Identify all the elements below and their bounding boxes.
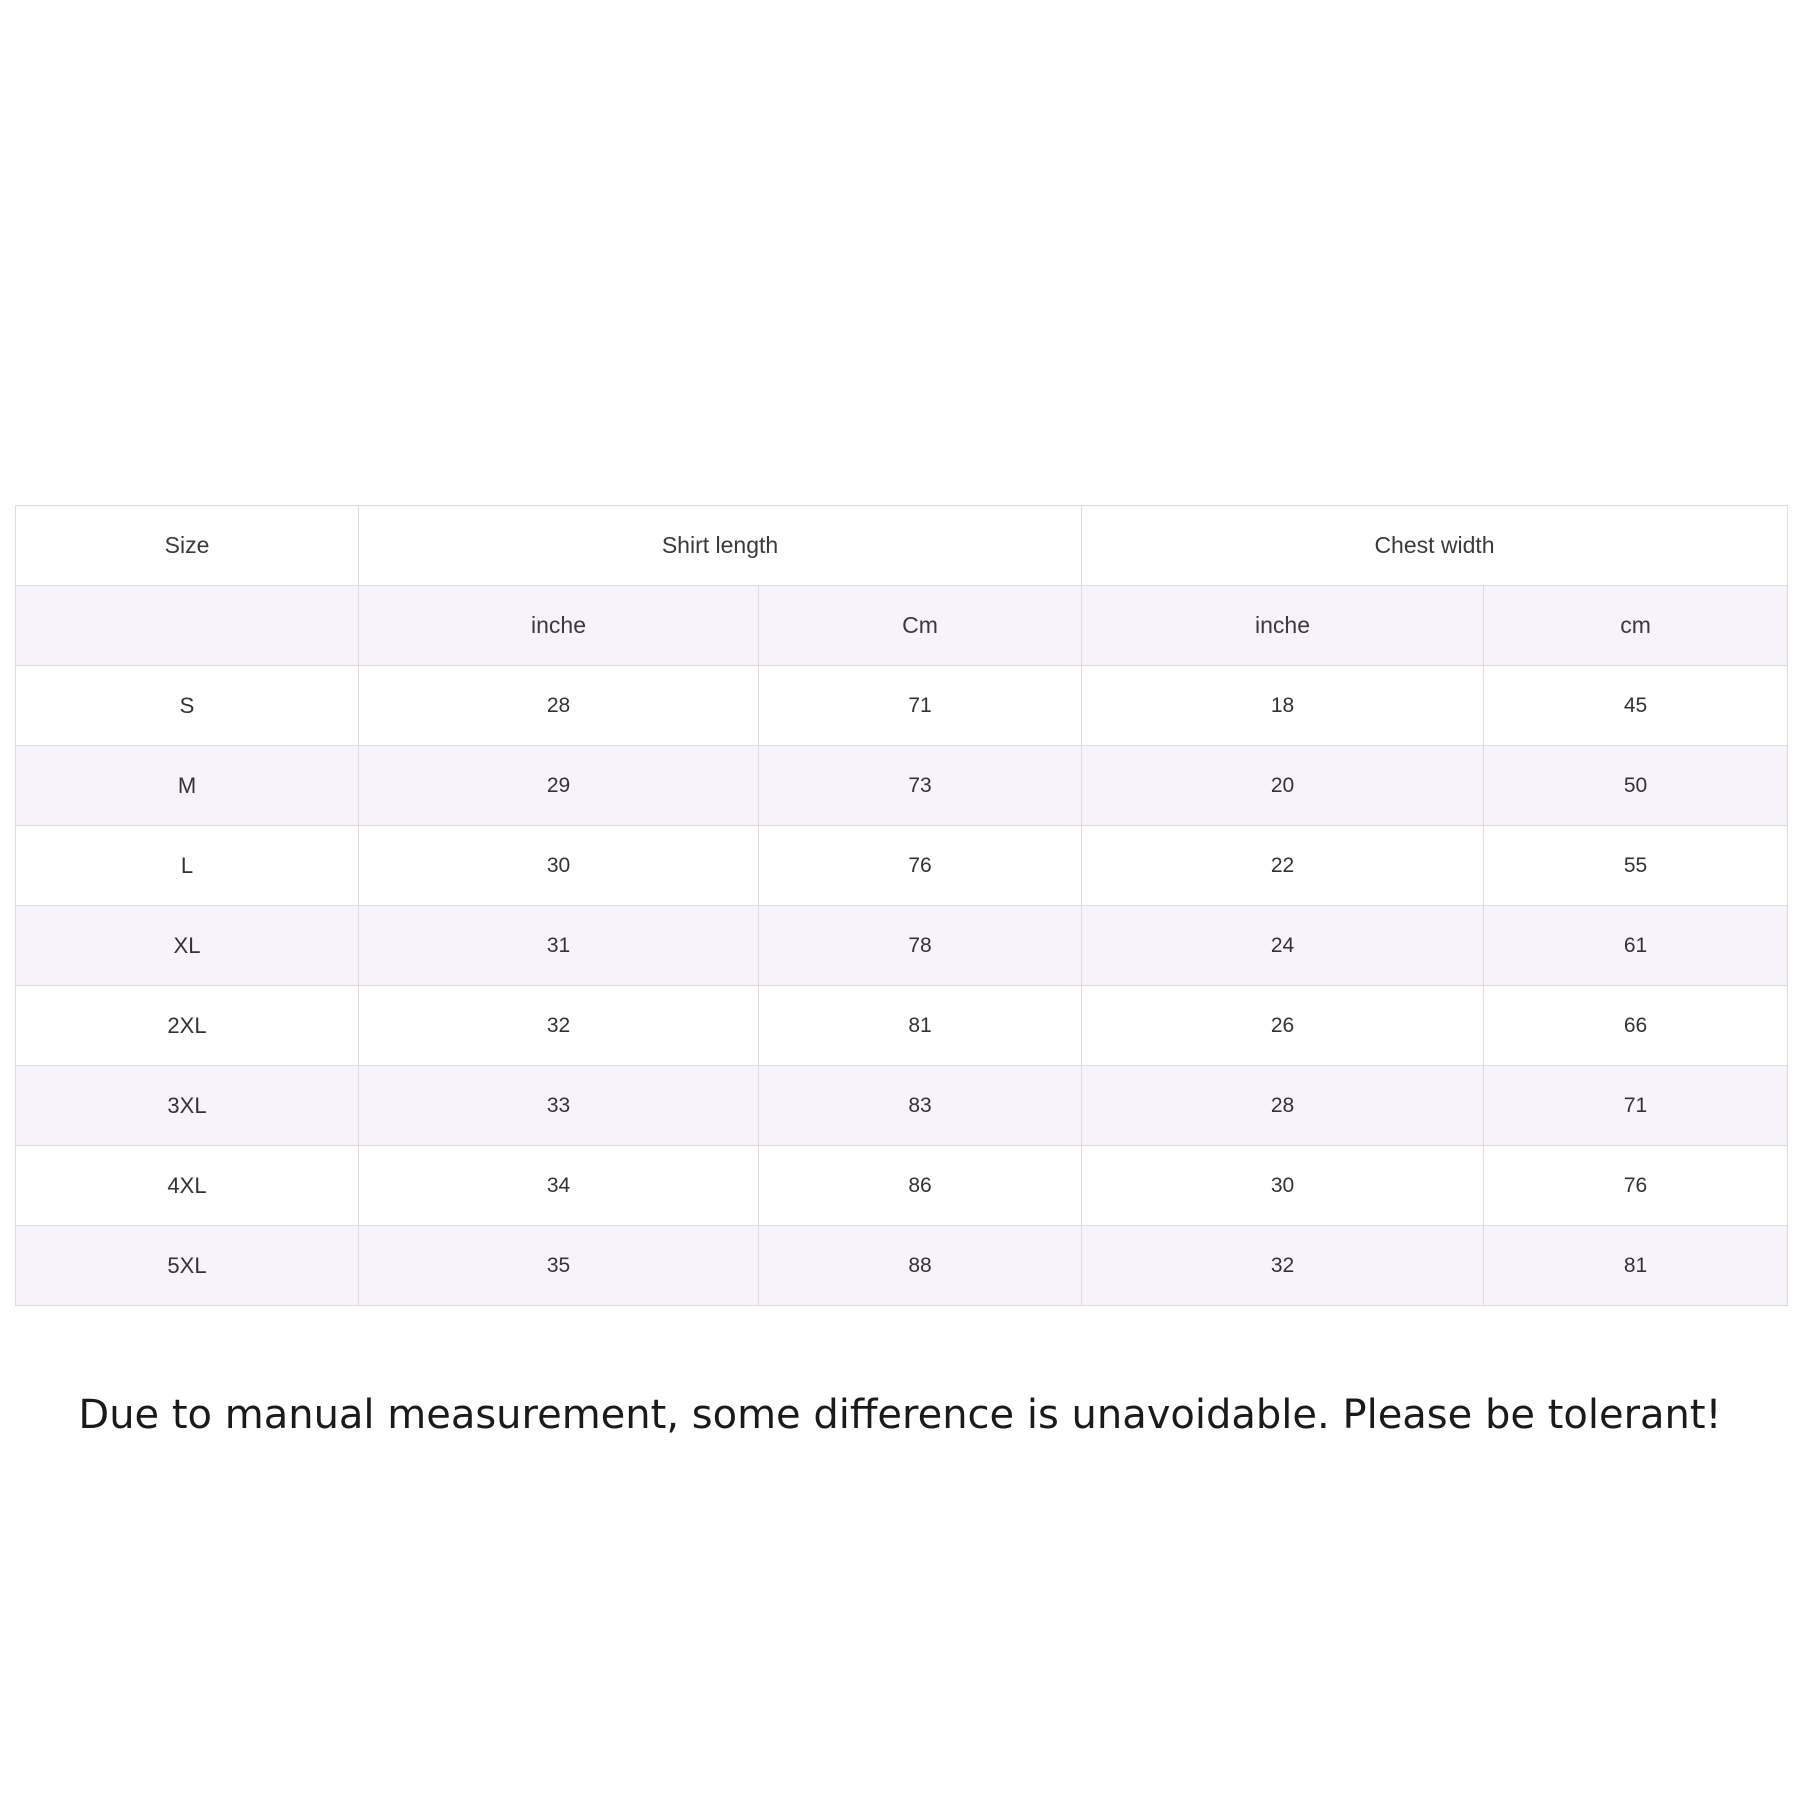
chest-inch-cell: 30 — [1082, 1146, 1484, 1226]
size-cell: 4XL — [16, 1146, 359, 1226]
size-cell: 5XL — [16, 1226, 359, 1306]
size-cell: 2XL — [16, 986, 359, 1066]
chest-cm-cell: 81 — [1484, 1226, 1788, 1306]
unit-chest-inch: inche — [1082, 586, 1484, 666]
unit-shirt-cm: Cm — [759, 586, 1082, 666]
table-unit-row — [16, 586, 1788, 666]
table-row — [16, 986, 1788, 1066]
shirt-inch-cell: 28 — [359, 666, 759, 746]
size-cell: M — [16, 746, 359, 826]
chest-inch-cell: 24 — [1082, 906, 1484, 986]
shirt-cm-cell: 76 — [759, 826, 1082, 906]
chest-inch-cell: 32 — [1082, 1226, 1484, 1306]
shirt-inch-cell: 33 — [359, 1066, 759, 1146]
shirt-cm-cell: 81 — [759, 986, 1082, 1066]
header-shirt-length: Shirt length — [359, 506, 1082, 586]
size-cell: S — [16, 666, 359, 746]
unit-size — [16, 586, 359, 666]
chest-cm-cell: 45 — [1484, 666, 1788, 746]
measurement-note: Due to manual measurement, some difference is unavoidable. Please be tolerant! — [78, 1392, 1722, 1438]
chest-cm-cell: 66 — [1484, 986, 1788, 1066]
shirt-cm-cell: 78 — [759, 906, 1082, 986]
header-size: Size — [16, 506, 359, 586]
size-cell: 3XL — [16, 1066, 359, 1146]
shirt-cm-cell: 86 — [759, 1146, 1082, 1226]
shirt-inch-cell: 35 — [359, 1226, 759, 1306]
chest-cm-cell: 55 — [1484, 826, 1788, 906]
shirt-cm-cell: 71 — [759, 666, 1082, 746]
table-row — [16, 1146, 1788, 1226]
chest-cm-cell: 61 — [1484, 906, 1788, 986]
table-row — [16, 746, 1788, 826]
table-row — [16, 666, 1788, 746]
shirt-inch-cell: 31 — [359, 906, 759, 986]
chest-inch-cell: 22 — [1082, 826, 1484, 906]
shirt-inch-cell: 30 — [359, 826, 759, 906]
size-cell: XL — [16, 906, 359, 986]
header-chest-width: Chest width — [1082, 506, 1788, 586]
unit-shirt-inch: inche — [359, 586, 759, 666]
shirt-inch-cell: 32 — [359, 986, 759, 1066]
table-header-row — [16, 506, 1788, 586]
size-chart-table — [15, 505, 1788, 1306]
table-row — [16, 826, 1788, 906]
shirt-inch-cell: 29 — [359, 746, 759, 826]
chest-cm-cell: 76 — [1484, 1146, 1788, 1226]
chest-cm-cell: 50 — [1484, 746, 1788, 826]
unit-chest-cm: cm — [1484, 586, 1788, 666]
table-row — [16, 906, 1788, 986]
chest-inch-cell: 28 — [1082, 1066, 1484, 1146]
shirt-inch-cell: 34 — [359, 1146, 759, 1226]
chest-inch-cell: 26 — [1082, 986, 1484, 1066]
shirt-cm-cell: 73 — [759, 746, 1082, 826]
chest-inch-cell: 18 — [1082, 666, 1484, 746]
chest-inch-cell: 20 — [1082, 746, 1484, 826]
table-row — [16, 1066, 1788, 1146]
shirt-cm-cell: 83 — [759, 1066, 1082, 1146]
chest-cm-cell: 71 — [1484, 1066, 1788, 1146]
shirt-cm-cell: 88 — [759, 1226, 1082, 1306]
size-cell: L — [16, 826, 359, 906]
table-row — [16, 1226, 1788, 1306]
